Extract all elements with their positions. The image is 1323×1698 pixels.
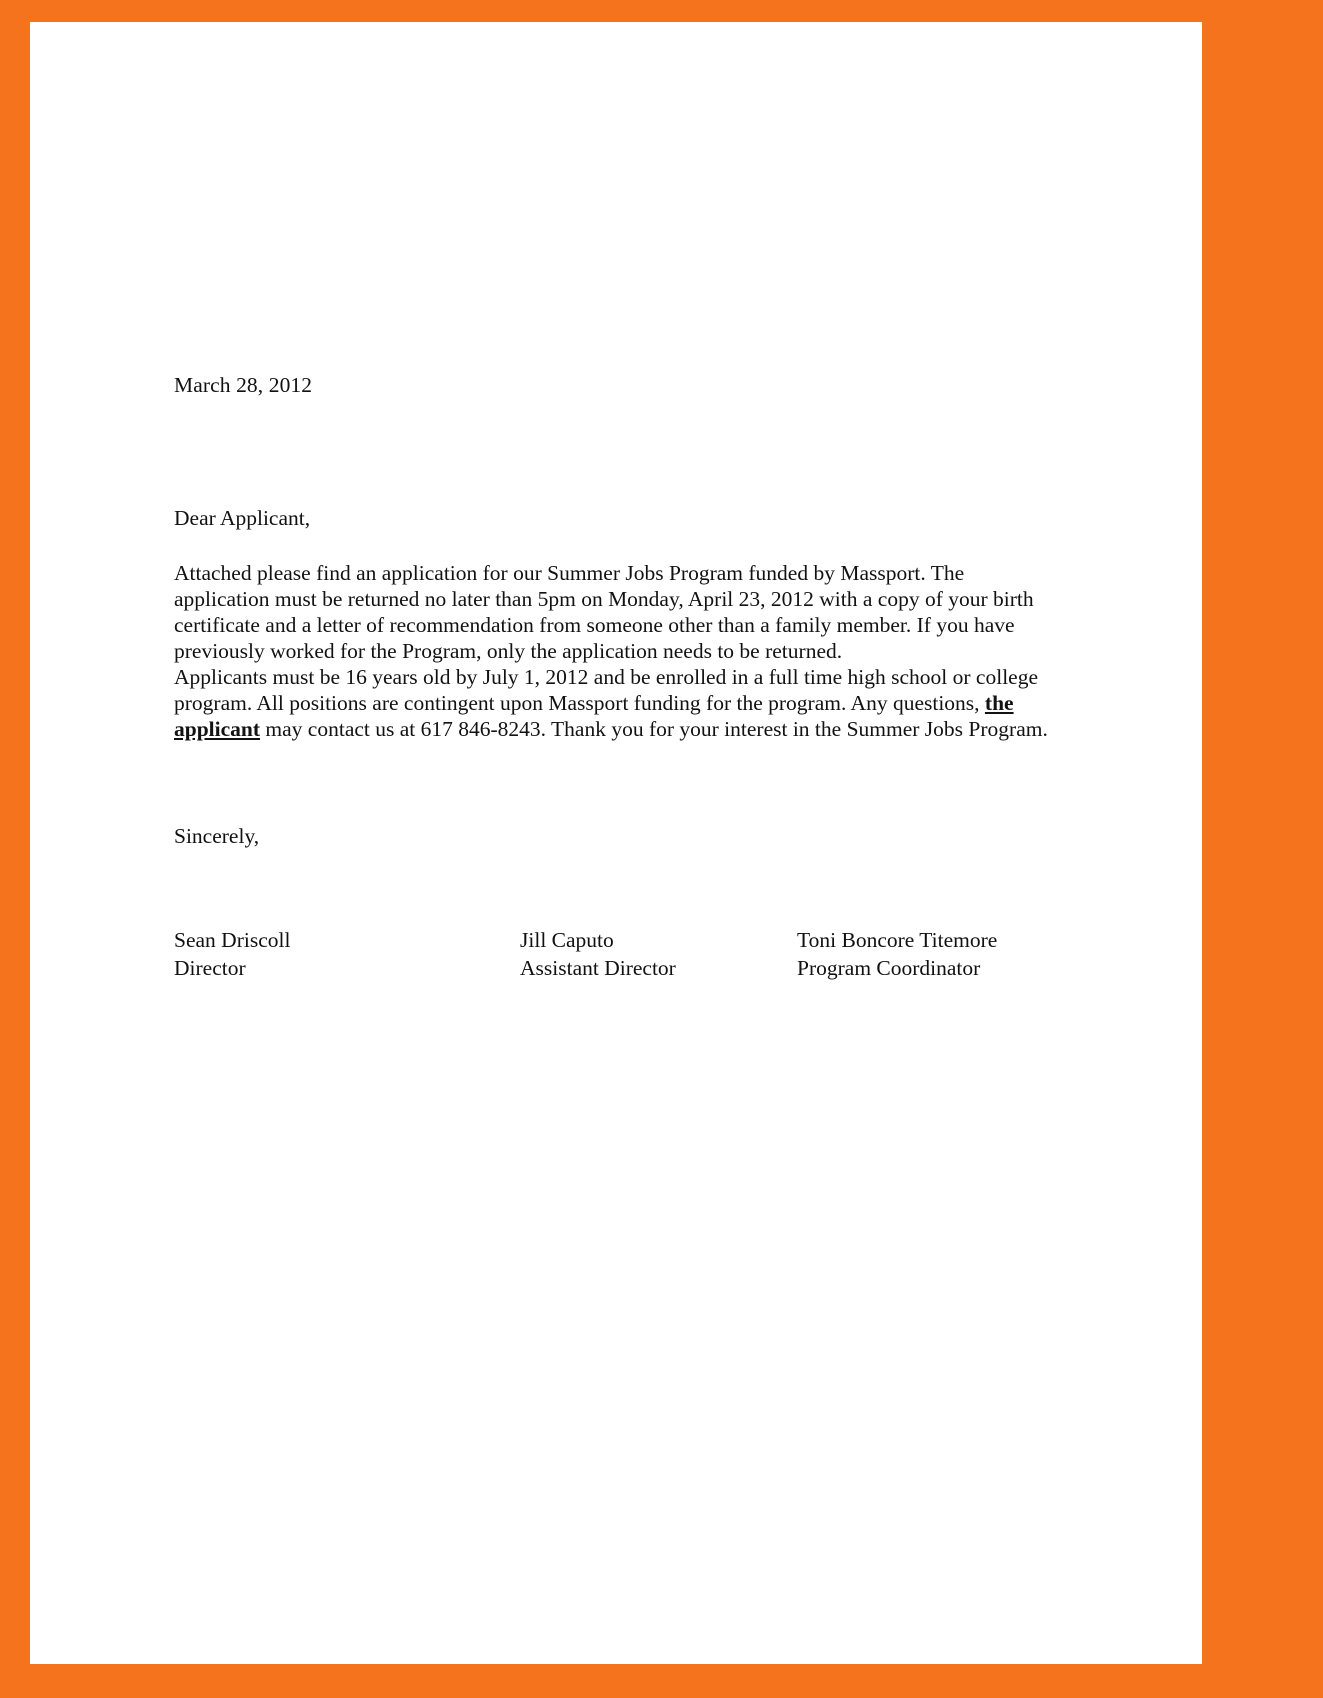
signer-2 [520, 927, 797, 982]
paragraph-attachment: Attached please find an application for our Summer Jobs Program funded by Massport. The application must be returned no later than 5pm on Monday, April 23, 2012 with a copy of your birth certificate and a letter of recommendation from someone other than a family member. If you have previously worked for the Program, only the application needs to be returned. [174, 560, 1034, 664]
signer-3 [797, 927, 1064, 982]
signer-2-name: Jill Caputo [520, 928, 614, 953]
eligibility-lead-text: Applicants must be 16 years old by July 1, 2012 and be enrolled in a full time high school or college program. All positions are contingent upon Massport funding for the program. Any questions, [174, 665, 1039, 716]
letter-page [30, 22, 1202, 1664]
signer-2-title: Assistant Director [520, 955, 676, 980]
letter-salutation: Dear Applicant, [174, 505, 311, 530]
applicant-emphasis: the applicant [174, 691, 1014, 742]
paragraph-eligibility [174, 664, 1064, 742]
signature-block [174, 927, 1064, 982]
letter-date: March 28, 2012 [174, 373, 313, 397]
signer-3-title: Program Coordinator [797, 955, 981, 980]
signer-1-name: Sean Driscoll [174, 928, 291, 953]
signer-1-title: Director [174, 955, 246, 980]
letter-closing: Sincerely, [174, 823, 260, 848]
signer-3-name: Toni Boncore Titemore [797, 928, 998, 953]
eligibility-tail-text: may contact us at 617 846-8243. Thank you for your interest in the Summer Jobs Program. [260, 717, 1048, 742]
letter-content [174, 372, 1064, 982]
signer-1 [174, 927, 520, 982]
